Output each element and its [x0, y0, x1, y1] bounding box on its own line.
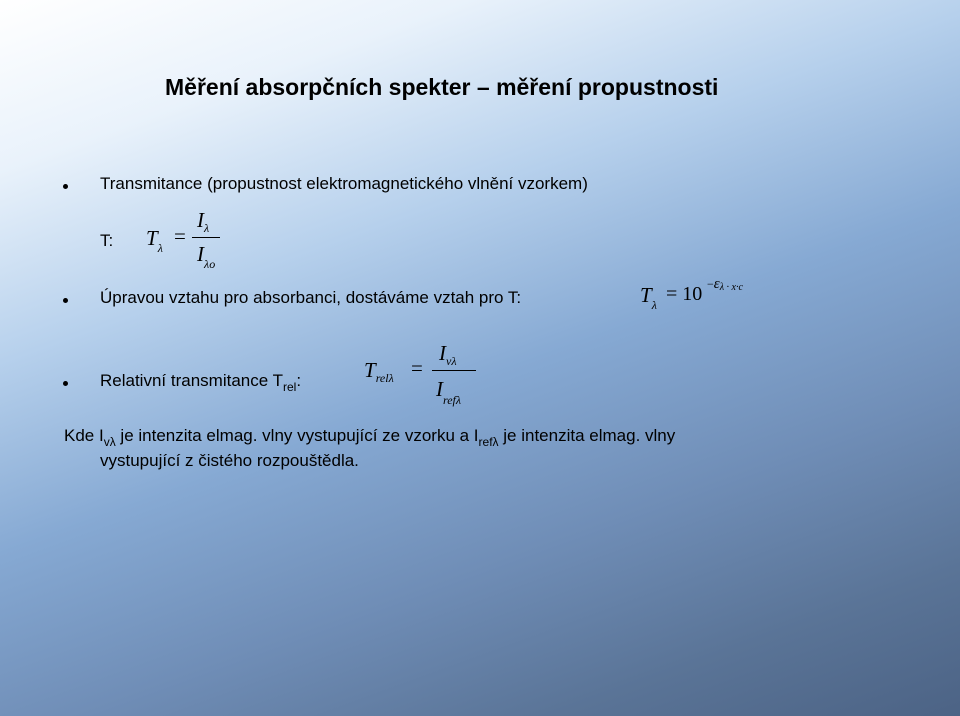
eq3-numerator: $I_{v\lambda}$ — [439, 341, 457, 368]
eq2-lhs: $T_\lambda$ — [640, 283, 657, 312]
relative-transmitance-text: Relativní transmitance $T_{rel}$: — [100, 371, 302, 394]
page-title: Měření absorpčních spekter – měření propustnosti — [165, 74, 719, 100]
eq1-denominator: $I_{\lambda o}$ — [197, 242, 216, 271]
eq2-rhs: = 10 — [666, 283, 703, 305]
eq3-lhs: $T_{rel\lambda}$ — [364, 358, 394, 385]
eq3-denominator: $I_{ref\lambda}$ — [436, 377, 462, 407]
note-line-1: Kde $I_{v\lambda}$ je intenzita elmag. vlny vystupující ze vzorku a $I_{ref\lambda}$ je intenzita elmag. vlny — [64, 426, 676, 449]
eq1-equals: = — [174, 224, 186, 248]
equation-label: T: — [100, 231, 114, 250]
bullet — [63, 298, 68, 303]
eq1-numerator: $I_\lambda$ — [197, 208, 210, 235]
note-line-2: vystupující z čistého rozpouštědla. — [100, 451, 359, 470]
bullet — [63, 381, 68, 386]
eq1-fraction-bar — [192, 237, 220, 238]
eq2-exponent: −ελ · x·c — [707, 276, 743, 293]
bullet — [63, 184, 68, 189]
absorbance-relation-text: Úpravou vztahu pro absorbanci, dostáváme vztah pro T: — [100, 288, 522, 307]
eq1-lhs: $T_\lambda$ — [146, 226, 163, 255]
eq3-equals: = — [411, 356, 423, 380]
eq3-fraction-bar — [432, 370, 476, 371]
transmitance-definition: Transmitance (propustnost elektromagnetického vlnění vzorkem) — [100, 174, 588, 193]
